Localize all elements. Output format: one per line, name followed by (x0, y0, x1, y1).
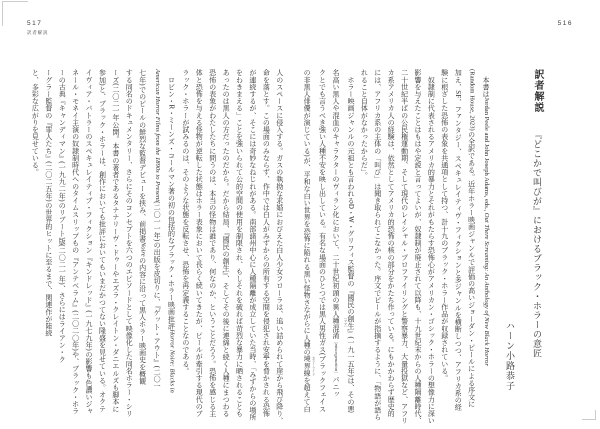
text-column: (Random House, 2023)の全訳である。近年ホラー映画ジャンルで評価の高いジョーダン・ピールによる序文に (467, 69, 476, 408)
text-column: 二十世紀半ばの公民権運動期、そして現代のレイシャル・プロファイリングと警察暴力、大量投獄など、アフリ (400, 69, 409, 424)
right-page-body (300, 69, 545, 424)
text-column: ーグラー監督の『罪人たち』(二〇二五年)の世界的ヒットに至るまで、関連作が陸続 (44, 69, 53, 337)
text-column: 参加)と、ブラック・ホラーは、創作においても批評においてもいまだかつてない隆盛を見せている。オクテ (98, 69, 107, 413)
text-column: あったのは黒人の方だったのだから。だから結局、『國民の創生』、そしてその後に連綿と続く人種にまつわる (222, 69, 231, 417)
text-column: をわきまえる」ことを強いられて公的空間の使用を制限され、もしそれを破れば苛烈な暴力に晒されることも (235, 69, 244, 417)
text-column: ホラー映画ジャンルの元祖とも言われるD・W・グリフィス監督の『國民の創生〔ママ〕』(一九一五年)は、その悪 (342, 69, 355, 413)
text-column: カ系アメリカ人の経験は、依然としてアメリカ的恐怖の核の部分をかたち作っている。にもかかわらず歴史的 (387, 69, 396, 417)
frame-corner-mark-top-left (2, 1, 28, 26)
text-column: 体と恐怖を与える怪物が逆転した状態はホラー表象において長らく続いてきたが、ピールが牽引する現代のブ (195, 69, 204, 417)
page-number-right: 516 (557, 20, 573, 27)
text-column: ーズ(二〇二一年公開。本書の著者であるタナナリーヴ・ドゥーやエズラ・クレイトン・ダニエルズも脚本に (111, 69, 120, 413)
text-column: 奴隷制に代表されるアメリカ的暴力とそれがもたらす恐怖心がアメリカン・ゴシック・ホラーの想像力に深い (427, 69, 436, 424)
text-column: 命を落とす。この場面のみならず、作中では白人がみずからの所有する空間を侵犯され安寧を脅かされる恐怖 (262, 69, 271, 417)
text-column: 本書はJordan Peele and John Joseph Adams, eds., Out There Screaming: An Anthology of New Black Horror (482, 69, 490, 367)
text-column: ネール・モネイ主演の奴隷制時代へのタイムスリップもの『アンテベラム』(二〇二〇年)や、ブラック・ホラ (71, 69, 80, 415)
text-column: れること自体がなかったからだ」。 (360, 69, 369, 180)
ruby-annotated-text: 創生〔ママ〕 (342, 315, 355, 330)
ruby-annotated-text: 境界線 カラーライン (303, 355, 316, 377)
page-number-left: 517 (27, 20, 43, 27)
essay-title: 『どこかで叫びが』におけるブラック・ホラーの意匠 (532, 130, 542, 358)
text-column: ーの古典『キャンディマン』(一九九二年)のリブート版(二〇二一年)、さらにはライアン・ク (58, 69, 67, 363)
text-column: には、アフリカ系の主体の「叫び」は聞き取られてこなかった。序文でピールが指摘するように、「物語が語ら (373, 69, 382, 421)
text-column: クとでも言うべき強い人種不安を映し出している。有名な場面のひとつでは黒人男性ガス(ブラックフェイス (318, 69, 327, 413)
text-column: 人のスペースに侵入する。ガスの執拗な求婚におびえた白人少女フローラは、追い詰められて崖から飛び降り、 (275, 69, 284, 424)
text-column: の非黒人俳優が演じている)が、平和な白い世界を恐怖に陥れる黒い怪物さながらに人種の境界線 カラーラインを超えて白 (303, 69, 316, 413)
text-column: 恐怖の表象がわたしたちに問うのは、本当の怪物は誰であり、何なのか、ということだろう。恐怖を感じる主 (208, 69, 217, 417)
text-column: イヴィア・バトラーのスペキュレイティブ・フィクション『キンドレッド』(一九七九年)の影響も色濃いジャ (85, 69, 94, 415)
author-name: ハーン小路恭子 (505, 321, 515, 391)
text-column: ロビン・R・ミーンズ・コールマン著の初の包括的なブラック・ホラー映画批評Horror Noire: Blacks in (167, 69, 176, 393)
text-column: 影響を与えたことはもはや定説と言ってよいが、奴隷制が廃止されて以降も、十九世紀末からの人種隔離時代、 (413, 69, 422, 424)
section-heading-label: 訳者解説 (532, 69, 543, 113)
text-column: 験に根ざした恐怖の表象を共通項として持つ、計十九のブラック・ホラー作品が収録されている。 (440, 69, 449, 382)
text-column: 七年)でのピールの鮮烈な監督デビューを挟み、前掲書Noireの内容に沿って黒人ホラー映画史を概観 (138, 69, 147, 385)
text-column: ラック・ホラーが試みるのは、そのような状態を反転させ、恐怖を再定義することなのである。 (181, 69, 190, 375)
text-column: 名高い黒人や混血のキャラクターのヴィラン化において、二十世紀初頭の異人種混淆〔miscegenation〕パニッ (331, 69, 340, 398)
text-column: が連続するが、そこには奇妙なねじれがある。南部諸州中心に人種隔離が成立していた当時、「みずからの場所 (248, 69, 257, 421)
left-page-body (28, 69, 286, 424)
text-column: と、多彩な広がりを見せている。 (31, 69, 40, 176)
frame-corner-mark-bottom-right (582, 410, 596, 420)
section-heading-column (529, 69, 545, 419)
running-head: 訳者解説 (27, 30, 49, 35)
text-column: 加え、SF、ファンタジー、スペキュレイティヴ・フィクションと多ジャンルを横断しつつ、アフリカ系の経 (454, 69, 463, 411)
text-column: する同名のドキュメンタリー、さらにそのコンセプトを六つのエピソードとして映像化した同名ホラー・シリ (125, 69, 134, 417)
text-column: American Horror Films from the 1890s to Present(二〇一一年)の出版を皮切りに、『ゲット・アウト』(二〇一 (153, 69, 162, 390)
